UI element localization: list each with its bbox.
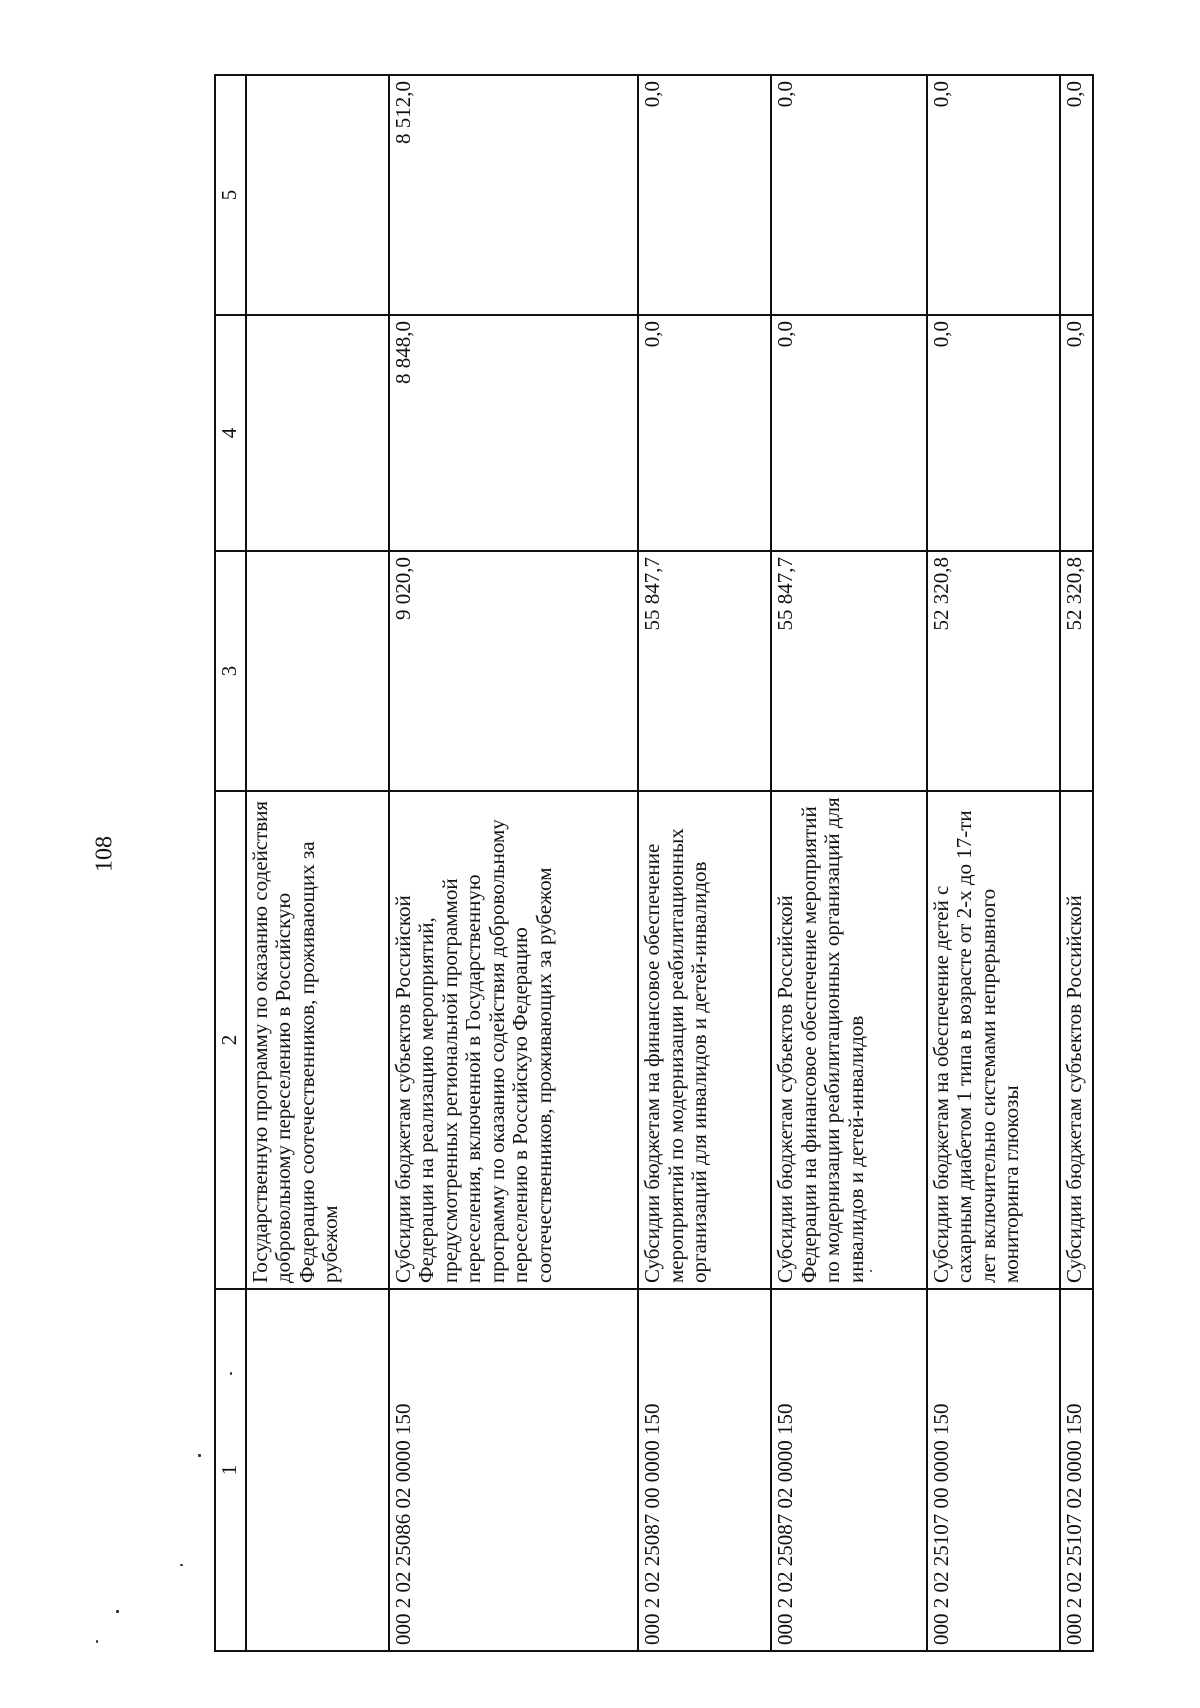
row-code: 000 2 02 25107 00 0000 150 <box>927 1289 1060 1651</box>
rotated-table-container <box>214 76 1094 1652</box>
table-row <box>927 75 1060 1651</box>
row-code <box>246 1289 389 1651</box>
row-value-col4: 0,0 <box>771 315 927 551</box>
scan-speck <box>198 1454 201 1457</box>
row-value-col4: 8 848,0 <box>389 315 638 551</box>
row-value-col5 <box>246 75 389 315</box>
header-col-4: 4 <box>215 315 246 551</box>
row-name: Государственную программу по оказанию содействия добровольному переселению в Российскую Федерацию соотечественников, проживающих за рубежом <box>246 791 389 1289</box>
table-row <box>771 75 927 1651</box>
row-value-col5: 0,0 <box>1060 75 1093 315</box>
scan-speck <box>180 1564 183 1566</box>
row-code: 000 2 02 25086 02 0000 150 <box>389 1289 638 1651</box>
header-col-2: 2 <box>215 791 246 1289</box>
row-name: Субсидии бюджетам субъектов Российской <box>1060 791 1093 1289</box>
row-value-col3: 52 320,8 <box>927 551 1060 791</box>
row-name: Субсидии бюджетам на обеспечение детей с сахарным диабетом 1 типа в возрасте от 2-х до 17-ти лет включительно системами непрерывного мониторинга глюкозы <box>927 791 1060 1289</box>
scan-speck <box>96 1640 98 1643</box>
row-value-col3 <box>246 551 389 791</box>
row-value-col4 <box>246 315 389 551</box>
row-value-col4: 0,0 <box>1060 315 1093 551</box>
header-col-1: 1 <box>215 1289 246 1651</box>
scan-speck <box>230 1372 232 1375</box>
table-row <box>1060 75 1093 1651</box>
header-row <box>215 75 246 1651</box>
table-row <box>638 75 771 1651</box>
row-name: Субсидии бюджетам субъектов Российской Федерации на реализацию мероприятий, предусмотренных региональной программой переселения, включенной в Государственную программу по оказанию содействия добровольному переселению в Российскую Федерацию соотечественников, проживающих за рубежом <box>389 791 638 1289</box>
row-value-col3: 55 847,7 <box>638 551 771 791</box>
budget-table <box>214 74 1094 1652</box>
row-name: Субсидии бюджетам субъектов Российской Федерации на финансовое обеспечение мероприятий по модернизации реабилитационных организаций для инвалидов и детей-инвалидов <box>771 791 927 1289</box>
table-row <box>246 75 389 1651</box>
table-row <box>389 75 638 1651</box>
row-name: Субсидии бюджетам на финансовое обеспечение мероприятий по модернизации реабилитационных организаций для инвалидов и детей-инвалидов <box>638 791 771 1289</box>
row-value-col3: 9 020,0 <box>389 551 638 791</box>
scan-speck <box>870 1270 872 1272</box>
header-col-3: 3 <box>215 551 246 791</box>
row-value-col3: 52 320,8 <box>1060 551 1093 791</box>
row-code: 000 2 02 25107 02 0000 150 <box>1060 1289 1093 1651</box>
row-value-col3: 55 847,7 <box>771 551 927 791</box>
page-number: 108 <box>91 836 118 872</box>
header-col-5: 5 <box>215 75 246 315</box>
row-code: 000 2 02 25087 02 0000 150 <box>771 1289 927 1651</box>
row-value-col5: 0,0 <box>638 75 771 315</box>
row-value-col4: 0,0 <box>638 315 771 551</box>
row-code: 000 2 02 25087 00 0000 150 <box>638 1289 771 1651</box>
row-value-col5: 8 512,0 <box>389 75 638 315</box>
scan-speck <box>116 1610 119 1613</box>
row-value-col5: 0,0 <box>927 75 1060 315</box>
row-value-col5: 0,0 <box>771 75 927 315</box>
row-value-col4: 0,0 <box>927 315 1060 551</box>
